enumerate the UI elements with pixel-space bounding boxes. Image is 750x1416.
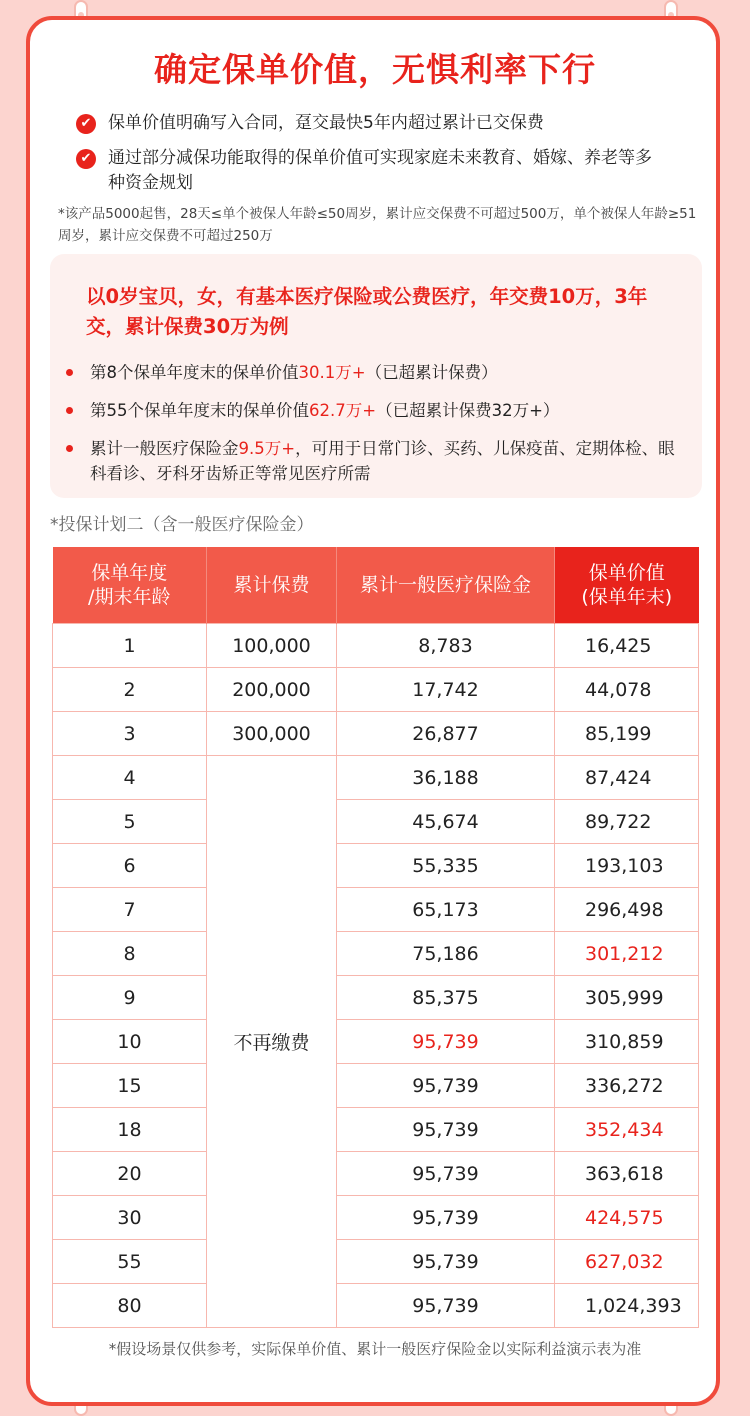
cell-value: 336,272 bbox=[555, 1064, 699, 1108]
disclaimer: *假设场景仅供参考，实际保单价值、累计一般医疗保险金以实际利益演示表为准 bbox=[108, 1340, 642, 1358]
table-row bbox=[53, 1196, 699, 1240]
table-row bbox=[53, 668, 699, 712]
cell-value: 296,498 bbox=[555, 888, 699, 932]
cell-value: 193,103 bbox=[555, 844, 699, 888]
cell-medical: 17,742 bbox=[337, 668, 555, 712]
benefit-table bbox=[52, 547, 699, 1328]
example-panel: 以0岁宝贝，女，有基本医疗保险或公费医疗，年交费10万，3年交，累计保费30万为例 第8个保单年度末的保单价值30.1万+（已超累计保费） 第55个保单年度末的保单价值62.7万+（已超累计保费32万+） 累计一般医疗保险金9.5万+，可用于日常门诊、买药、儿保疫苗、定期体检、眼科看诊、牙科牙齿矫正等常见医疗所需 bbox=[50, 254, 702, 498]
table-row bbox=[53, 844, 699, 888]
table-row bbox=[53, 624, 699, 668]
example-heading: 以0岁宝贝，女，有基本医疗保险或公费医疗，年交费10万，3年交，累计保费30万为例 bbox=[86, 285, 648, 338]
cell-year: 15 bbox=[53, 1064, 207, 1108]
page-title: 确定保单价值，无惧利率下行 bbox=[154, 50, 596, 89]
cell-value: 363,618 bbox=[555, 1152, 699, 1196]
check-icon: ✔ bbox=[76, 149, 96, 169]
table-body bbox=[53, 624, 699, 1328]
cell-value: 352,434 bbox=[555, 1108, 699, 1152]
table-row bbox=[53, 1064, 699, 1108]
cell-no-more-pay: 不再缴费 bbox=[207, 756, 337, 1328]
cell-medical: 75,186 bbox=[337, 932, 555, 976]
cell-medical: 95,739 bbox=[337, 1152, 555, 1196]
cell-medical: 95,739 bbox=[337, 1064, 555, 1108]
cell-year: 18 bbox=[53, 1108, 207, 1152]
cell-medical: 95,739 bbox=[337, 1284, 555, 1328]
cell-year: 30 bbox=[53, 1196, 207, 1240]
cell-medical: 95,739 bbox=[337, 1108, 555, 1152]
cell-year: 5 bbox=[53, 800, 207, 844]
cell-value: 85,199 bbox=[555, 712, 699, 756]
bullet-dot bbox=[66, 407, 73, 414]
header-medical: 累计一般医疗保险金 bbox=[337, 547, 555, 624]
cell-year: 8 bbox=[53, 932, 207, 976]
cell-premium: 300,000 bbox=[207, 712, 337, 756]
header-value: 保单价值 (保单年末) bbox=[555, 547, 699, 624]
table-row bbox=[53, 712, 699, 756]
cell-year: 9 bbox=[53, 976, 207, 1020]
product-note: *该产品5000起售，28天≤单个被保人年龄≤50周岁，累计应交保费不可超过500万，单个被保人年龄≥51周岁，累计应交保费不可超过250万 bbox=[58, 206, 697, 244]
cell-medical: 95,739 bbox=[337, 1196, 555, 1240]
cell-value: 301,212 bbox=[555, 932, 699, 976]
cell-value: 424,575 bbox=[555, 1196, 699, 1240]
table-header-row bbox=[53, 547, 699, 624]
table-row bbox=[53, 1108, 699, 1152]
table-row bbox=[53, 1240, 699, 1284]
check-text-2: 通过部分减保功能取得的保单价值可实现家庭未来教育、婚嫁、养老等多种资金规划 bbox=[108, 148, 652, 193]
cell-medical: 36,188 bbox=[337, 756, 555, 800]
cell-year: 1 bbox=[53, 624, 207, 668]
cell-medical: 95,739 bbox=[337, 1020, 555, 1064]
cell-year: 10 bbox=[53, 1020, 207, 1064]
cell-value: 44,078 bbox=[555, 668, 699, 712]
cell-medical: 55,335 bbox=[337, 844, 555, 888]
cell-medical: 45,674 bbox=[337, 800, 555, 844]
cell-year: 3 bbox=[53, 712, 207, 756]
cell-medical: 85,375 bbox=[337, 976, 555, 1020]
cell-value: 627,032 bbox=[555, 1240, 699, 1284]
table-row bbox=[53, 976, 699, 1020]
cell-year: 20 bbox=[53, 1152, 207, 1196]
cell-value: 310,859 bbox=[555, 1020, 699, 1064]
cell-value: 305,999 bbox=[555, 976, 699, 1020]
plan-label: *投保计划二（含一般医疗保险金） bbox=[50, 515, 314, 535]
bullet-dot bbox=[66, 445, 73, 452]
cell-value: 1,024,393 bbox=[555, 1284, 699, 1328]
cell-premium: 100,000 bbox=[207, 624, 337, 668]
cell-value: 89,722 bbox=[555, 800, 699, 844]
cell-year: 80 bbox=[53, 1284, 207, 1328]
cell-year: 7 bbox=[53, 888, 207, 932]
table-row bbox=[53, 1152, 699, 1196]
cell-premium: 200,000 bbox=[207, 668, 337, 712]
check-text-1: 保单价值明确写入合同，趸交最快5年内超过累计已交保费 bbox=[108, 113, 544, 133]
header-year: 保单年度 /期末年龄 bbox=[53, 547, 207, 624]
cell-value: 87,424 bbox=[555, 756, 699, 800]
cell-value: 16,425 bbox=[555, 624, 699, 668]
table-row bbox=[53, 756, 699, 800]
cell-medical: 95,739 bbox=[337, 1240, 555, 1284]
check-icon: ✔ bbox=[76, 114, 96, 134]
cell-medical: 26,877 bbox=[337, 712, 555, 756]
table-row bbox=[53, 932, 699, 976]
cell-medical: 8,783 bbox=[337, 624, 555, 668]
cell-year: 4 bbox=[53, 756, 207, 800]
table-row bbox=[53, 888, 699, 932]
cell-year: 6 bbox=[53, 844, 207, 888]
table-row bbox=[53, 1020, 699, 1064]
table-row bbox=[53, 800, 699, 844]
cell-year: 55 bbox=[53, 1240, 207, 1284]
table-row bbox=[53, 1284, 699, 1328]
cell-year: 2 bbox=[53, 668, 207, 712]
header-premium: 累计保费 bbox=[207, 547, 337, 624]
bullet-dot bbox=[66, 369, 73, 376]
cell-medical: 65,173 bbox=[337, 888, 555, 932]
